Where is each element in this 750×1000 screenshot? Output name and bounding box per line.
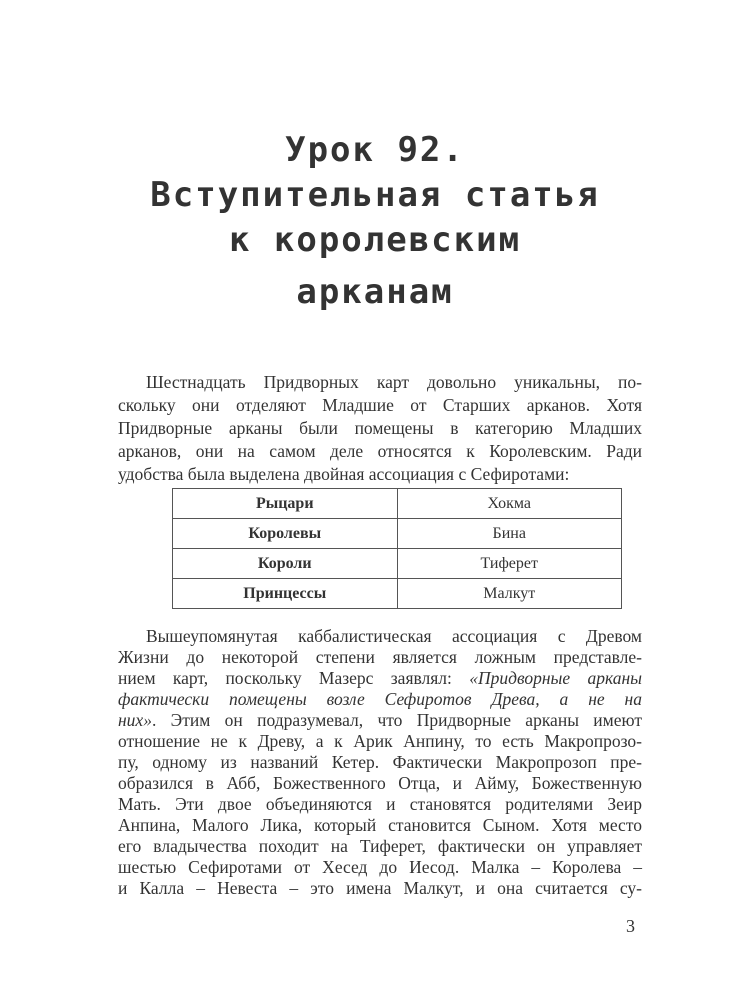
text-line: Жизни до некоторой степени является ложным представле- [118, 647, 642, 667]
text-line: отношение не к Древу, а к Арик Анпину, то есть Макропрозо- [118, 731, 642, 751]
page-number: 3 [626, 916, 635, 936]
sephira-cell: Тиферет [397, 549, 622, 579]
text-line: Анпина, Малого Лика, который становится Сыном. Хотя место [118, 815, 642, 835]
text-line [118, 668, 642, 689]
text-line: и Калла – Невеста – это имена Малкут, и она считается су- [118, 878, 642, 898]
text-line: пу, одному из названий Кетер. Фактически Макропрозоп пре- [118, 752, 642, 772]
sephira-cell: Малкут [397, 579, 622, 609]
text-line: Придворные арканы были помещены в категорию Младших [118, 418, 642, 438]
quote-text: «Придворные арканы [469, 668, 642, 688]
text-line: арканов, они на самом деле относятся к Королевским. Ради [118, 441, 642, 461]
table-row [173, 489, 622, 519]
text-line: скольку они отделяют Младшие от Старших арканов. Хотя [118, 395, 642, 415]
card-cell: Принцессы [173, 579, 398, 609]
title-line: Вступительная статья [150, 175, 600, 215]
table-row [173, 519, 622, 549]
text-line: шестью Сефиротами от Хесед до Иесод. Малка – Королева – [118, 857, 642, 877]
text-line: его владычества походит на Тиферет, фактически он управляет [118, 836, 642, 856]
card-cell: Рыцари [173, 489, 398, 519]
title-line: к королевским [228, 220, 522, 260]
sephira-cell: Бина [397, 519, 622, 549]
title-line: Урок 92. [285, 130, 465, 170]
table-row [173, 549, 622, 579]
text-line [118, 689, 642, 710]
text-line: Мать. Эти двое объединяются и становятся родителями Зеир [118, 794, 642, 814]
quote-text: фактически помещены возле Сефиротов Древа, а не на [118, 689, 642, 709]
text-line [118, 710, 642, 731]
quote-text: них» [118, 710, 152, 730]
text-span: нием карт, поскольку Мазерс заявлял: [118, 668, 470, 688]
text-span: . Этим он подразумевал, что Придворные арканы имеют [151, 710, 642, 730]
text-line: удобства была выделена двойная ассоциация с Сефиротами: [118, 464, 570, 484]
paragraph-intro [118, 371, 642, 486]
card-cell: Короли [173, 549, 398, 579]
sephira-cell: Хокма [397, 489, 622, 519]
table-row [173, 579, 622, 609]
card-cell: Королевы [173, 519, 398, 549]
title-line: арканам [296, 272, 454, 312]
text-line: образился в Абб, Божественного Отца, и Айму, Божественную [118, 773, 642, 793]
text-line: Шестнадцать Придворных карт довольно уникальны, по- [146, 372, 642, 392]
text-line: Вышеупомянутая каббалистическая ассоциация с Древом [146, 626, 642, 646]
paragraph-body [118, 626, 642, 899]
court-cards-sephiroth-table [172, 488, 622, 609]
